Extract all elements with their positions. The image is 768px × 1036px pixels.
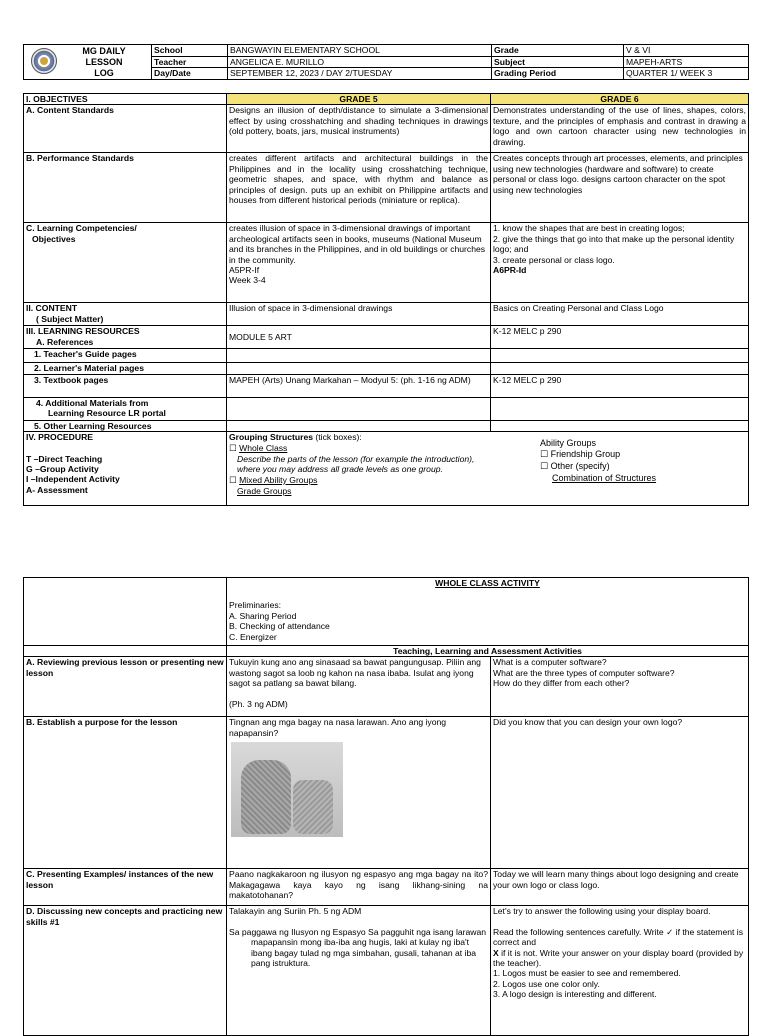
purpose-g6: Did you know that you can design your own logo? (491, 717, 749, 869)
content-standards-g6: Demonstrates understanding of the use of lines, shapes, colors, texture, and the principles of emphasis and contrast in drawing a logo and own cartoon character using new technologies in drawing. (491, 105, 749, 153)
grouping-structures-cell: Grouping Structures (tick boxes): ☐ Whole Class Describe the parts of the lesson (for example the introduction), where you may address all grade levels as one group. ☐ Mixed Ability Groups Grade Groups Ability Groups ☐ Friendship Group ☐ Other (specify) Combination of Structures (227, 432, 749, 506)
grade-groups-option[interactable]: Grade Groups (237, 486, 292, 497)
additional-materials-label: 4. Additional Materials from Learning Resource LR portal (24, 397, 227, 420)
resources-label: III. LEARNING RESOURCES A. References (24, 326, 227, 349)
examples-g5: Paano nagkakaroon ng ilusyon ng espasyo ang mga bagay na ito? Makagagawa kaya kayo ng isang likhang-sining na makatotohanan? (227, 869, 491, 906)
procedure-label: IV. PROCEDURE T –Direct Teaching G –Group Activity I –Independent Activity A- Assessment (24, 432, 227, 506)
subject-value: MAPEH-ARTS (624, 56, 749, 68)
teacher-label: Teacher (152, 56, 228, 68)
resources-g5: MODULE 5 ART (227, 326, 491, 349)
grade6-heading: GRADE 6 (491, 94, 749, 105)
procedure-table (23, 577, 749, 1036)
competencies-g5: creates illusion of space in 3-dimensional drawings of important archeological artifacts seen in books, museums (National Museum and its branches in the Philippines, and in old buildings or churches in the community. A5PR-If Week 3-4 (227, 223, 491, 303)
school-label: School (152, 45, 228, 57)
deped-seal-icon (31, 48, 57, 74)
header-table (23, 44, 749, 80)
examples-g6: Today we will learn many things about logo designing and create your own logo or class logo. (491, 869, 749, 906)
review-g6: What is a computer software? What are the three types of computer software? How do they differ from each other? (491, 657, 749, 717)
performance-standards-label: B. Performance Standards (24, 153, 227, 223)
objectives-table (23, 93, 749, 506)
checkbox-icon[interactable]: ☐ (540, 462, 549, 473)
checkbox-icon[interactable]: ☐ (229, 443, 237, 454)
purpose-label: B. Establish a purpose for the lesson (24, 717, 227, 869)
resources-g6: K-12 MELC p 290 (491, 326, 749, 349)
header-logo-cell (24, 45, 152, 80)
review-label: A. Reviewing previous lesson or presenting new lesson (24, 657, 227, 717)
objectives-heading: I. OBJECTIVES (24, 94, 227, 105)
daydate-label: Day/Date (152, 68, 228, 80)
subject-label: Subject (492, 56, 624, 68)
other-resources-label: 5. Other Learning Resources (24, 420, 227, 431)
dll-title: MG DAILY LESSON LOG (82, 46, 126, 78)
mixed-ability-option[interactable]: Mixed Ability Groups (239, 474, 318, 485)
discussing-g6: Let's try to answer the following using your display board. Read the following sentences carefully. Write ✓ if the statement is correct and X if it is not. Write your answer on your display board (provided by the teacher). 1. Logos must be easier to see and remembered. 2. Logos use one color only. 3. A logo design is interesting and different. (491, 906, 749, 1036)
content-standards-g5: Designs an illusion of depth/distance to simulate a 3-dimensional effect by using crosshatching and shading techniques in drawings (old pottery, boats, jars, musical instruments) (227, 105, 491, 153)
content-g5: Illusion of space in 3-dimensional drawings (227, 303, 491, 326)
daydate-value: SEPTEMBER 12, 2023 / DAY 2/TUESDAY (228, 68, 492, 80)
woven-baskets-image (231, 742, 343, 837)
textbook-g5: MAPEH (Arts) Unang Markahan – Modyul 5: (ph. 1-16 ng ADM) (227, 374, 491, 397)
school-value: BANGWAYIN ELEMENTARY SCHOOL (228, 45, 492, 57)
grouping-right-column: Ability Groups ☐ Friendship Group ☐ Other (specify) Combination of Structures (540, 438, 657, 484)
period-label: Grading Period (492, 68, 624, 80)
discussing-g5: Talakayin ang Suriin Ph. 5 ng ADM Sa paggawa ng Ilusyon ng Espasyo Sa pagguhit nga isang larawan mapapansin mong iba-iba ang hugis, laki at kulay ng iba't ibang bagay tulad ng mga simbahan, gusali, tahanan at iba pang istruktura. (227, 906, 491, 1036)
content-g6: Basics on Creating Personal and Class Logo (491, 303, 749, 326)
competencies-label: C. Learning Competencies/ Objectives (24, 223, 227, 303)
period-value: QUARTER 1/ WEEK 3 (624, 68, 749, 80)
grade5-heading: GRADE 5 (227, 94, 491, 105)
content-standards-label: A. Content Standards (24, 105, 227, 153)
checkbox-icon[interactable]: ☐ (540, 450, 549, 461)
discussing-label: D. Discussing new concepts and practicing new skills #1 (24, 906, 227, 1036)
whole-class-cell: WHOLE CLASS ACTIVITY Preliminaries: A. Sharing Period B. Checking of attendance C. Energizer (227, 578, 749, 646)
other-option[interactable]: Other (specify) (550, 461, 610, 472)
friendship-option[interactable]: Friendship Group (550, 449, 621, 460)
whole-class-option[interactable]: Whole Class (239, 442, 288, 453)
combination-option[interactable]: Combination of Structures (552, 473, 657, 484)
performance-standards-g5: creates different artifacts and architectural buildings in the Philippines and in the locality using crosshatching technique, geometric shapes, and space, with rhythm and balance as principles of design. puts up an exhibit on Philippine artifacts and houses from different historical periods (miniature or replica). (227, 153, 491, 223)
whole-class-title: WHOLE CLASS ACTIVITY (435, 578, 540, 588)
grade-value: V & VI (624, 45, 749, 57)
textbook-g6: K-12 MELC p 290 (491, 374, 749, 397)
tla-title: Teaching, Learning and Assessment Activities (227, 646, 749, 657)
content-label: II. CONTENT ( Subject Matter) (24, 303, 227, 326)
examples-label: C. Presenting Examples/ instances of the new lesson (24, 869, 227, 906)
performance-standards-g6: Creates concepts through art processes, elements, and principles using new technologies (hardware and software) to create personal or class logo. designs cartoon character on the spot using new technologies (491, 153, 749, 223)
purpose-g5: Tingnan ang mga bagay na nasa larawan. Ano ang iyong napapansin? (227, 717, 491, 869)
grade-label: Grade (492, 45, 624, 57)
textbook-label: 3. Textbook pages (24, 374, 227, 397)
learners-material-label: 2. Learner's Material pages (24, 363, 227, 374)
competencies-g6: 1. know the shapes that are best in creating logos; 2. give the things that go into that make up the personal identity logo; and 3. create personal or class logo. A6PR-Id (491, 223, 749, 303)
checkbox-icon[interactable]: ☐ (229, 475, 237, 486)
review-g5: Tukuyin kung ano ang sinasaad sa bawat pangungusap. Piliin ang wastong sagot sa loob ng kahon na nasa ibaba. Isulat ang iyong sagot sa patlang sa bawat bilang. (Ph. 3 ng ADM) (227, 657, 491, 717)
teacher-value: ANGELICA E. MURILLO (228, 56, 492, 68)
teachers-guide-label: 1. Teacher's Guide pages (24, 349, 227, 363)
